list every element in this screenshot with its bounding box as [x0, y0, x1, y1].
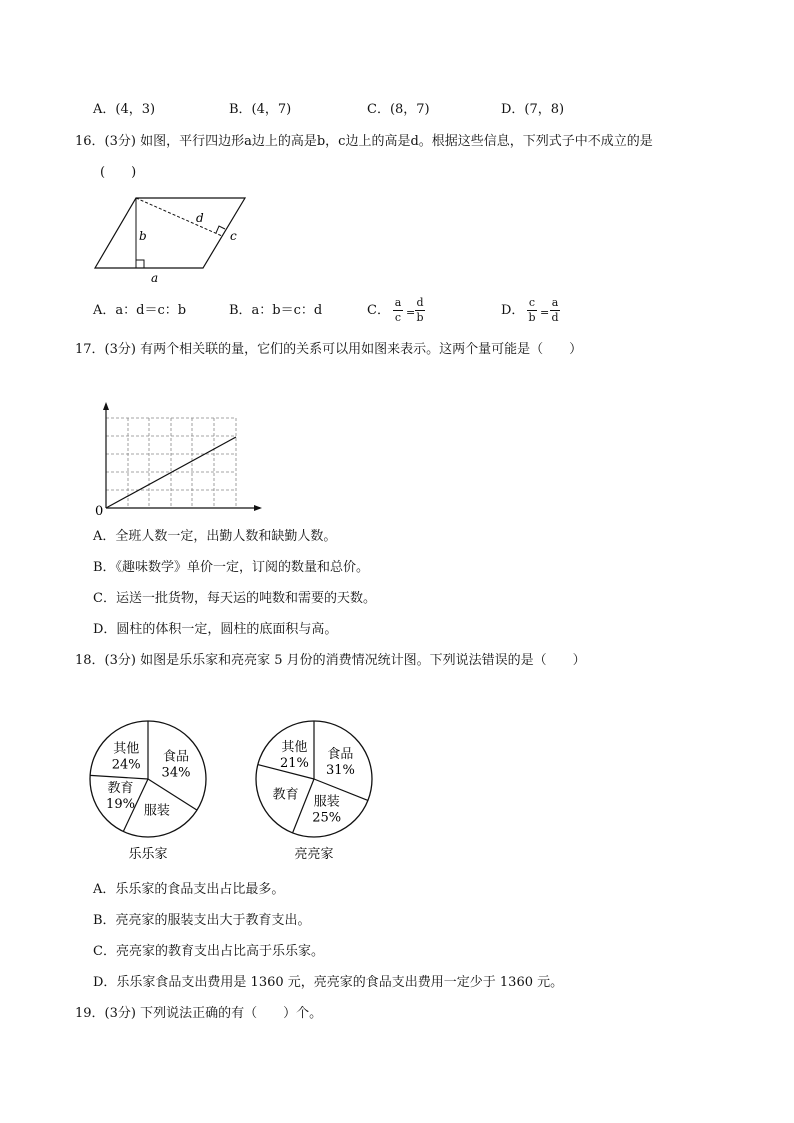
- q18-option-c: C．亮亮家的教育支出占比高于乐乐家。: [93, 944, 324, 959]
- fraction-numerator: a: [394, 296, 402, 309]
- q15-option-b: B．(4，7): [229, 102, 292, 117]
- fraction-numerator: d: [416, 296, 424, 309]
- height-d: [136, 198, 222, 236]
- fraction-numerator: c: [528, 296, 536, 309]
- q17-stem: 17．(3分) 有两个相关联的量，它们的关系可以用如图来表示。这两个量可能是（ ）: [75, 342, 583, 357]
- pie-slice-label: 服装: [313, 794, 340, 810]
- q18-stem: 18．(3分) 如图是乐乐家和亮亮家 5 月份的消费情况统计图。下列说法错误的是（ ）: [75, 653, 586, 668]
- pie-slice-label: 其他: [281, 739, 308, 755]
- pie-chart-title: 乐乐家: [128, 847, 168, 862]
- pie-slice-value: 19%: [106, 797, 135, 813]
- pie-slice-value: 21%: [279, 755, 309, 771]
- fraction-denominator: d: [551, 311, 559, 324]
- q16-option-d-prefix: D．: [501, 303, 525, 318]
- fraction-denominator: b: [416, 311, 424, 324]
- q16-option-b: B．a：b＝c：d: [229, 303, 323, 318]
- q16-option-d-left-fraction: [527, 297, 537, 324]
- label-d: d: [196, 211, 204, 225]
- q18-option-a: A．乐乐家的食品支出占比最多。: [93, 882, 285, 897]
- pie-slice-value: 34%: [161, 765, 191, 781]
- q18-option-b: B．亮亮家的服装支出大于教育支出。: [93, 913, 311, 928]
- right-angle-d: [216, 226, 225, 233]
- pie-slice-label: 教育: [107, 781, 134, 797]
- pie-slice-label: 食品: [327, 747, 354, 763]
- q17-option-b: B．《趣味数学》单价一定，订阅的数量和总价。: [93, 560, 370, 575]
- fraction-numerator: a: [551, 296, 559, 309]
- q16-option-c-prefix: C．: [367, 303, 390, 318]
- origin-label: 0: [95, 504, 104, 518]
- q16-option-c-left-fraction: [393, 297, 403, 324]
- pie-slice-value: 31%: [325, 763, 355, 779]
- pie-slice-label: 教育: [272, 787, 299, 803]
- q18-option-d: D．乐乐家食品支出费用是 1360 元，亮亮家的食品支出费用一定少于 1360 元。: [93, 975, 564, 990]
- fraction-denominator: b: [528, 311, 536, 324]
- q15-option-d: D．(7，8): [501, 102, 565, 117]
- q16-option-a: A．a：d＝c：b: [93, 303, 187, 318]
- grid: [106, 418, 236, 508]
- label-c: c: [230, 229, 237, 243]
- pie-slice-value: 24%: [111, 757, 141, 773]
- pie-slice-label: 服装: [143, 803, 170, 819]
- y-axis-arrow: [103, 402, 109, 410]
- q16-option-c-equals: =: [406, 306, 416, 319]
- q19-stem: 19．(3分) 下列说法正确的有（ ）个。: [75, 1006, 323, 1021]
- right-angle-b: [136, 260, 144, 268]
- pie-chart-liangliang: [253, 712, 393, 862]
- pie-chart-lele: [87, 712, 227, 862]
- q15-option-c: C．(8，7): [367, 102, 430, 117]
- q17-line-graph: [90, 398, 270, 518]
- fraction-denominator: c: [394, 311, 402, 324]
- pie-slice-divider: [90, 775, 148, 779]
- q15-option-a: A．(4，3): [93, 102, 156, 117]
- label-b: b: [139, 229, 147, 243]
- q17-option-d: D．圆柱的体积一定，圆柱的底面积与高。: [93, 622, 338, 637]
- q16-stem: 16．(3分) 如图，平行四边形a边上的高是b，c边上的高是d。根据这些信息，下列式子中不成立的是: [75, 134, 653, 149]
- q17-option-c: C．运送一批货物，每天运的吨数和需要的天数。: [93, 591, 376, 606]
- q16-option-d-right-fraction: [550, 297, 560, 324]
- x-axis-arrow: [254, 505, 262, 511]
- pie-chart-title: 亮亮家: [294, 847, 334, 862]
- pie-slice-label: 食品: [162, 749, 190, 765]
- q16-option-d-equals: =: [540, 306, 550, 319]
- q16-option-c-right-fraction: [415, 297, 425, 324]
- parallelogram: [95, 198, 245, 268]
- proportional-line: [106, 437, 236, 508]
- pie-slice-label: 其他: [113, 741, 140, 757]
- q17-option-a: A．全班人数一定，出勤人数和缺勤人数。: [93, 529, 337, 544]
- label-a: a: [151, 271, 159, 285]
- q16-paren: ( ): [100, 165, 137, 180]
- parallelogram-figure: [90, 192, 250, 287]
- pie-slice-value: 25%: [312, 810, 342, 826]
